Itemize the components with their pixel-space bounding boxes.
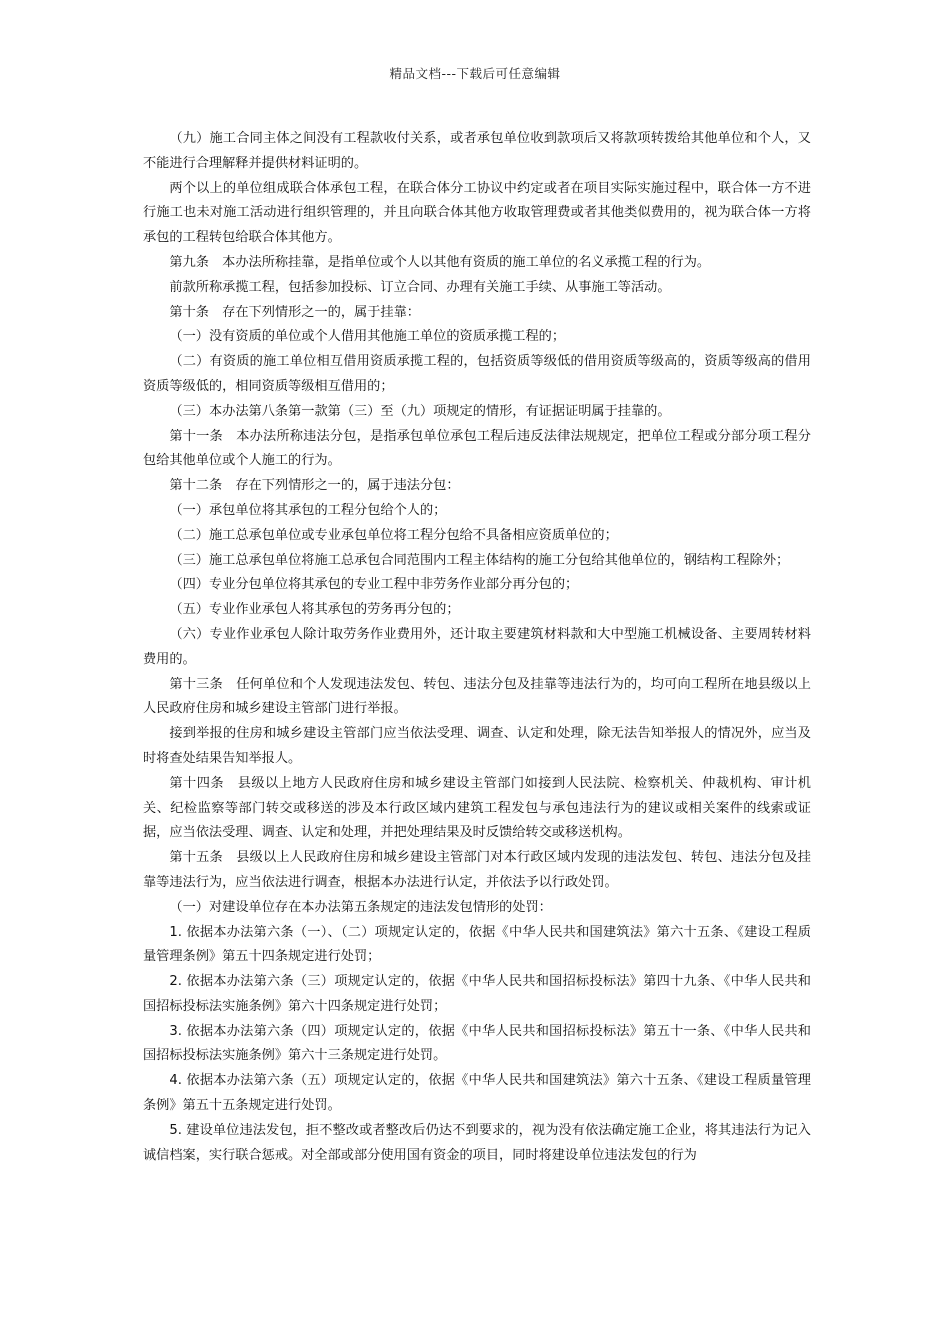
- paragraph: 2. 依据本办法第六条（三）项规定认定的，依据《中华人民共和国招标投标法》第四十九条、《中华人民共和国招标投标法实施条例》第六十四条规定进行处罚；: [143, 974, 811, 1014]
- paragraph: 接到举报的住房和城乡建设主管部门应当依法受理、调查、认定和处理，除无法告知举报人的情况外，应当及时将查处结果告知举报人。: [143, 726, 811, 766]
- paragraph: （九）施工合同主体之间没有工程款收付关系，或者承包单位收到款项后又将款项转拨给其他单位和个人，又不能进行合理解释并提供材料证明的。: [143, 131, 811, 171]
- paragraph: （三）本办法第八条第一款第（三）至（九）项规定的情形，有证据证明属于挂靠的。: [169, 403, 671, 419]
- paragraph: 第十四条 县级以上地方人民政府住房和城乡建设主管部门如接到人民法院、检察机关、仲裁机构、审计机关、纪检监察等部门转交或移送的涉及本行政区域内建筑工程发包与承包违法行为的建议或相关案件的线索或证据，应当依法受理、调查、认定和处理，并把处理结果及时反馈给转交或移送机构。: [143, 775, 811, 841]
- paragraph: 3. 依据本办法第六条（四）项规定认定的，依据《中华人民共和国招标投标法》第五十一条、《中华人民共和国招标投标法实施条例》第六十三条规定进行处罚。: [143, 1023, 811, 1064]
- paragraph: （一）没有资质的单位或个人借用其他施工单位的资质承揽工程的；: [169, 329, 566, 345]
- paragraph: 4. 依据本办法第六条（五）项规定认定的，依据《中华人民共和国建筑法》第六十五条、《建设工程质量管理条例》第五十五条规定进行处罚。: [143, 1073, 811, 1114]
- paragraph: 第十条 存在下列情形之一的，属于挂靠：: [169, 304, 420, 320]
- paragraph: （二）有资质的施工单位相互借用资质承揽工程的，包括资质等级低的借用资质等级高的，资质等级高的借用资质等级低的，相同资质等级相互借用的；: [143, 354, 811, 394]
- paragraph: 1. 依据本办法第六条（一）、（二）项规定认定的，依据《中华人民共和国建筑法》第六十五条、《建设工程质量管理条例》第五十四条规定进行处罚；: [143, 924, 811, 965]
- paragraph: （二）施工总承包单位或专业承包单位将工程分包给不具备相应资质单位的；: [169, 527, 618, 543]
- paragraph: 第十一条 本办法所称违法分包，是指承包单位承包工程后违反法律法规规定，把单位工程或分部分项工程分包给其他单位或个人施工的行为。: [143, 428, 811, 469]
- paragraph: 第十二条 存在下列情形之一的，属于违法分包：: [169, 478, 460, 494]
- paragraph: （五）专业作业承包人将其承包的劳务再分包的；: [169, 602, 460, 618]
- document-body: [143, 127, 811, 1168]
- paragraph: （三）施工总承包单位将施工总承包合同范围内工程主体结构的施工分包给其他单位的，钢结构工程除外；: [169, 552, 790, 568]
- paragraph: （六）专业作业承包人除计取劳务作业费用外，还计取主要建筑材料款和大中型施工机械设备、主要周转材料费用的。: [143, 626, 811, 667]
- paragraph: 第十五条 县级以上人民政府住房和城乡建设主管部门对本行政区域内发现的违法发包、转包、违法分包及挂靠等违法行为，应当依法进行调查，根据本办法进行认定，并依法予以行政处罚。: [143, 850, 811, 890]
- paragraph: 第十三条 任何单位和个人发现违法发包、转包、违法分包及挂靠等违法行为的，均可向工程所在地县级以上人民政府住房和城乡建设主管部门进行举报。: [143, 676, 811, 717]
- paragraph: 前款所称承揽工程，包括参加投标、订立合同、办理有关施工手续、从事施工等活动。: [169, 279, 671, 295]
- page-header: 精品文档---下载后可任意编辑: [389, 66, 561, 81]
- paragraph: （一）承包单位将其承包的工程分包给个人的；: [169, 502, 447, 518]
- paragraph: （四）专业分包单位将其承包的专业工程中非劳务作业部分再分包的；: [169, 577, 579, 593]
- paragraph: 两个以上的单位组成联合体承包工程，在联合体分工协议中约定或者在项目实际实施过程中，联合体一方不进行施工也未对施工活动进行组织管理的，并且向联合体其他方收取管理费或者其他类似费用的，视为联合体一方将承包的工程转包给联合体其他方。: [143, 180, 811, 246]
- paragraph: 5. 建设单位违法发包，拒不整改或者整改后仍达不到要求的，视为没有依法确定施工企业，将其违法行为记入诚信档案，实行联合惩戒。对全部或部分使用国有资金的项目，同时将建设单位违法发包的行为: [143, 1122, 811, 1163]
- paragraph: 第九条 本办法所称挂靠，是指单位或个人以其他有资质的施工单位的名义承揽工程的行为。: [169, 254, 711, 270]
- paragraph: （一）对建设单位存在本办法第五条规定的违法发包情形的处罚：: [169, 899, 552, 915]
